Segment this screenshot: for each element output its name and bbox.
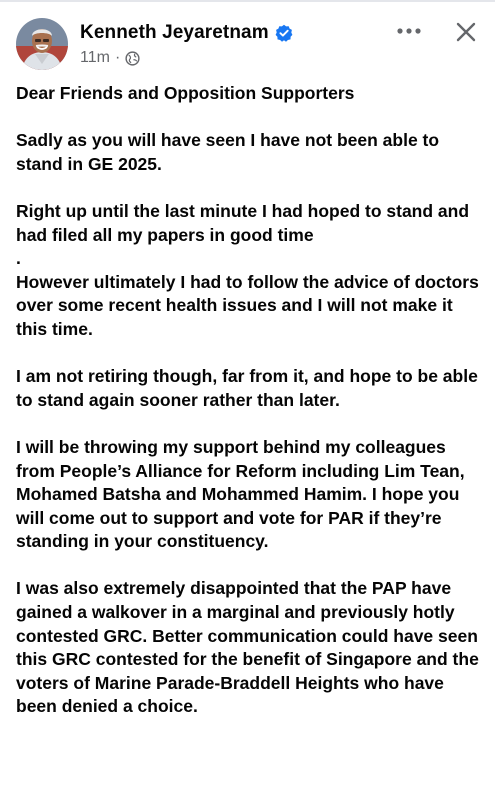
author-name[interactable]: Kenneth Jeyaretnam	[80, 22, 269, 43]
verified-badge-icon	[275, 24, 293, 42]
meta-separator: ·	[114, 49, 121, 66]
more-options-button[interactable]	[392, 16, 426, 46]
post-paragraph: I am not retiring though, far from it, and hope to be able to stand again sooner rather than later.	[16, 366, 478, 410]
post-paragraph: I was also extremely disappointed that the PAP have gained a walkover in a marginal and previously hotly contested GRC. Better communication could have seen this GRC contested for the benefit of Singapore and the voters of Marine Parade-Braddell Heights who have been denied a choice.	[16, 578, 479, 717]
post-text	[16, 82, 486, 743]
post-paragraph: Sadly as you will have seen I have not been able to stand in GE 2025.	[16, 130, 440, 174]
close-icon	[455, 21, 477, 43]
ellipsis-icon	[396, 27, 422, 35]
post-paragraph: Right up until the last minute I had hoped to stand and had filed all my papers in good time . However ultimately I had to follow the advice of doctors over some recent health issues and I will not make it this time.	[16, 200, 479, 339]
post-timestamp[interactable]: 11m	[80, 49, 110, 66]
avatar[interactable]	[16, 18, 68, 70]
post-meta	[80, 48, 140, 68]
person-portrait-icon	[16, 18, 68, 70]
post-paragraph: I will be throwing my support behind my colleagues from People’s Alliance for Reform including Lim Tean, Mohamed Batsha and Mohammed Hamim. I hope you will come out to support and vote for PAR if they’re standing in your constituency.	[16, 436, 465, 552]
close-button[interactable]	[450, 16, 482, 48]
post-header	[0, 0, 495, 80]
post-greeting: Dear Friends and Opposition Supporters	[16, 83, 355, 103]
globe-icon[interactable]	[125, 51, 140, 66]
author-row	[80, 20, 293, 46]
